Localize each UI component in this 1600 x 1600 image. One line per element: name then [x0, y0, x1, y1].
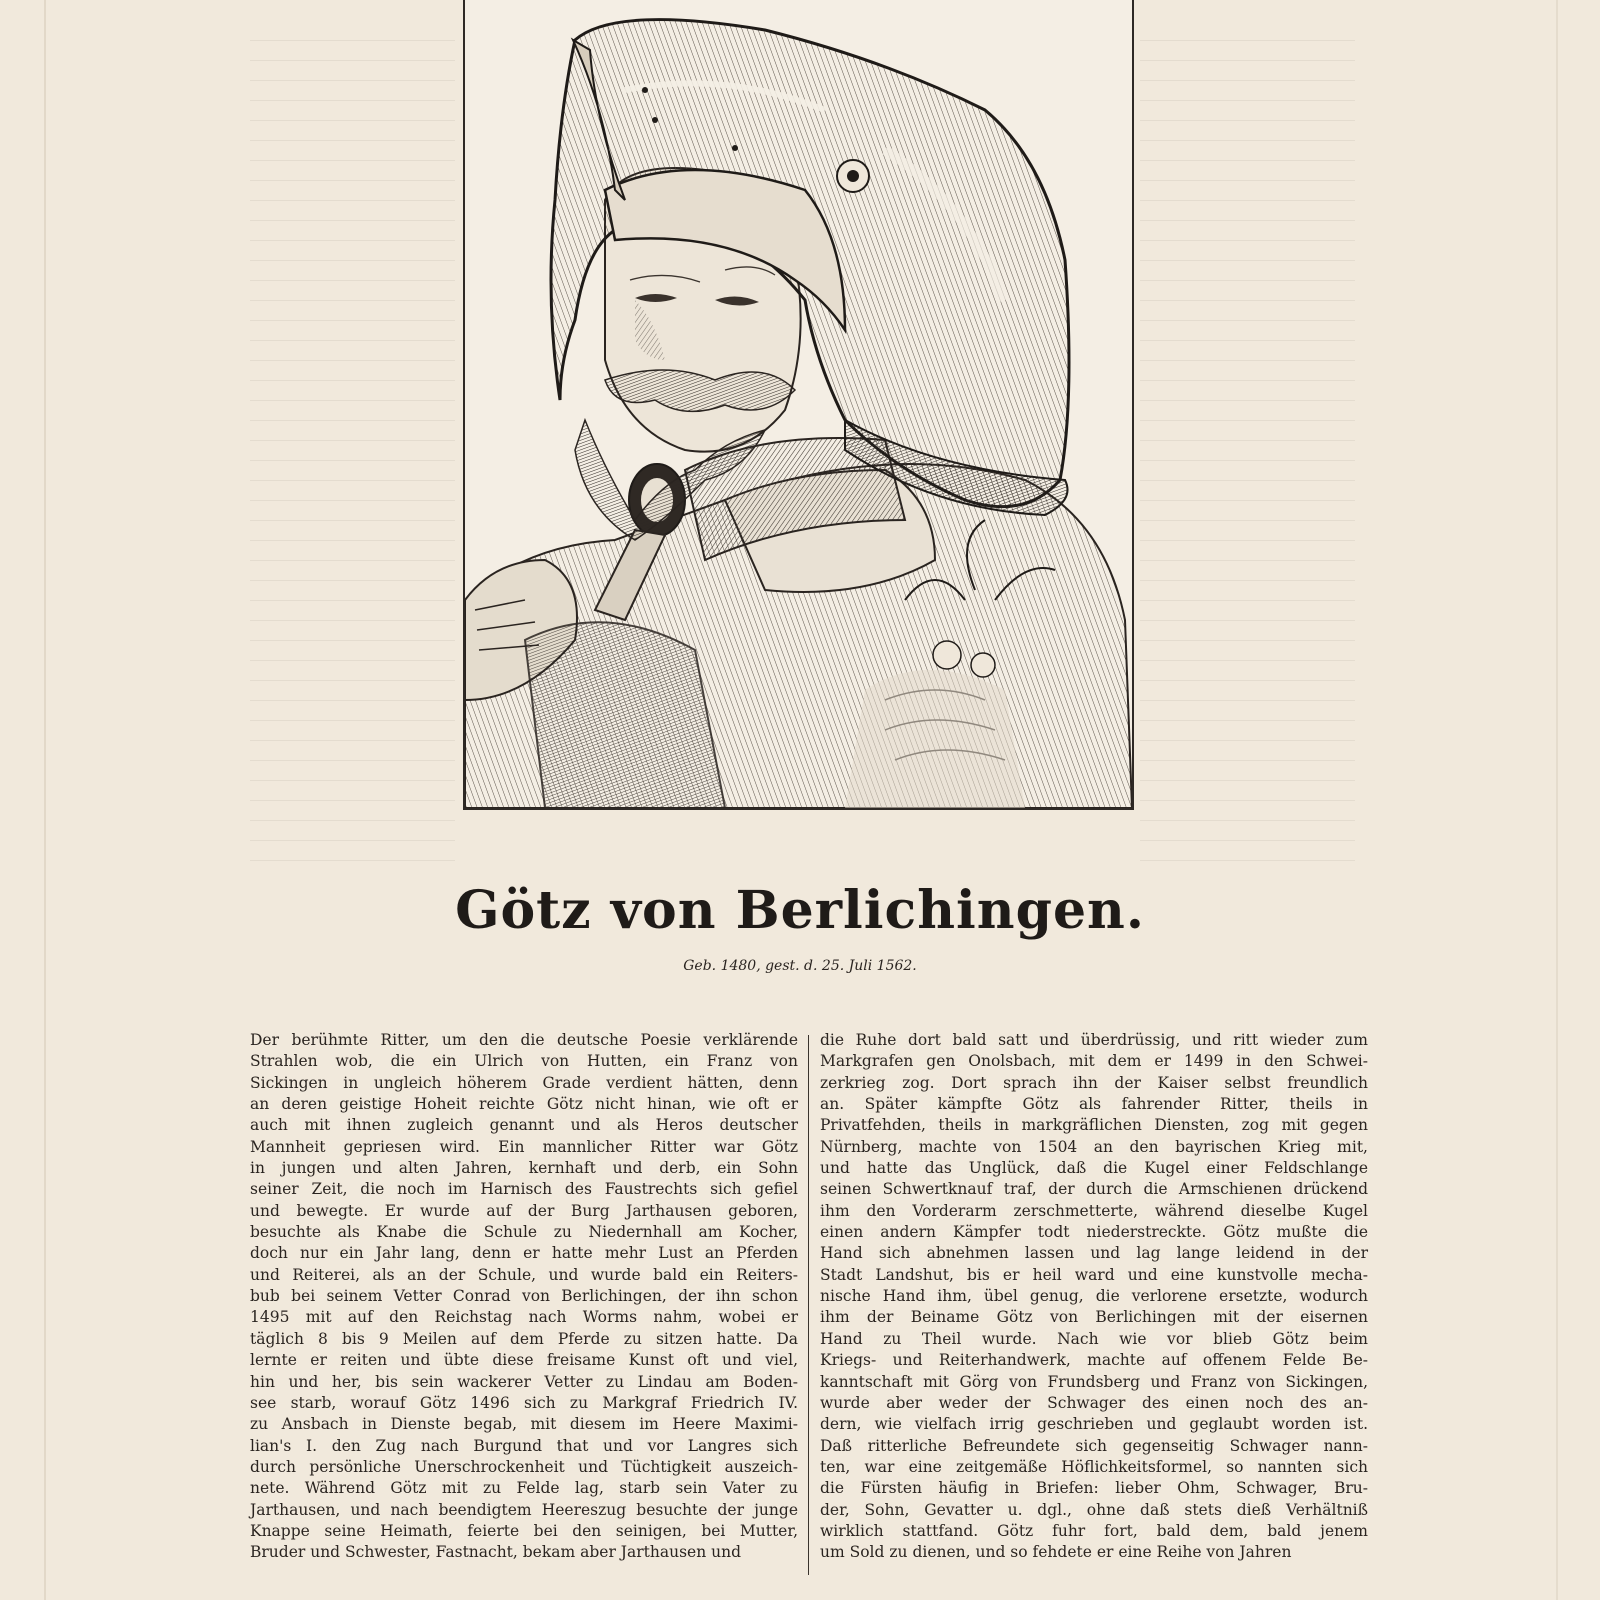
text-line: Sickingen in ungleich höherem Grade verdient hätten, denn — [250, 1073, 798, 1092]
text-line: und hatte das Unglück, daß die Kugel einer Feldschlange — [820, 1159, 1368, 1178]
text-line: Der berühmte Ritter, um den die deutsche Poesie verklärende — [250, 1031, 798, 1049]
text-line: nische Hand ihm, übel genug, die verlorene ersetzte, wodurch — [820, 1287, 1368, 1306]
text-line: Jarthausen, und nach beendigtem Heereszug besuchte der junge — [250, 1500, 798, 1519]
text-line: einen andern Kämpfer todt niederstreckte. Götz mußte die — [820, 1223, 1368, 1242]
text-line: bub bei seinem Vetter Conrad von Berlichingen, der ihn schon — [250, 1287, 798, 1306]
text-line: seiner Zeit, die noch im Harnisch des Faustrechts sich gefiel — [250, 1180, 798, 1199]
text-line: ten, war eine zeitgemäße Höflichkeitsformel, so nannten sich — [820, 1457, 1368, 1476]
text-line: die Fürsten häufig in Briefen: lieber Ohm, Schwager, Bru- — [820, 1479, 1368, 1498]
column-divider — [808, 1035, 809, 1575]
text-line: nete. Während Götz mit zu Felde lag, starb sein Vater zu — [250, 1479, 798, 1498]
text-line: kanntschaft mit Görg von Frundsberg und Franz von Sickingen, — [820, 1372, 1368, 1391]
text-line: die Ruhe dort bald satt und überdrüssig, und ritt wieder zum — [820, 1031, 1368, 1049]
text-line: wurde aber weder der Schwager des einen noch des an- — [820, 1393, 1368, 1412]
portrait-engraving — [463, 0, 1134, 810]
text-line: und Reiterei, als an der Schule, und wurde bald ein Reiters- — [250, 1265, 798, 1284]
text-line: täglich 8 bis 9 Meilen auf dem Pferde zu sitzen hatte. Da — [250, 1329, 798, 1348]
text-line: 1495 mit auf den Reichstag nach Worms nahm, wobei er — [250, 1308, 798, 1327]
text-line: Daß ritterliche Befreundete sich gegenseitig Schwager nann- — [820, 1436, 1368, 1455]
text-line: Markgrafen gen Onolsbach, mit dem er 1499 in den Schwei- — [820, 1052, 1368, 1071]
text-line: Kriegs- und Reiterhandwerk, machte auf offenem Felde Be- — [820, 1351, 1368, 1370]
text-line: besuchte als Knabe die Schule zu Niedernhall am Kocher, — [250, 1223, 798, 1242]
text-line: an. Später kämpfte Götz als fahrender Ritter, theils in — [820, 1095, 1368, 1114]
text-line: lian's I. den Zug nach Burgund that und vor Langres sich — [250, 1436, 798, 1455]
text-line: dern, wie vielfach irrig geschrieben und geglaubt worden ist. — [820, 1415, 1368, 1434]
page-edge-left — [44, 0, 46, 1600]
text-line: wirklich stattfand. Götz fuhr fort, bald dem, bald jenem — [820, 1521, 1368, 1540]
text-line: Bruder und Schwester, Fastnacht, bekam aber Jarthausen und — [250, 1543, 742, 1562]
text-line: Mannheit gepriesen wird. Ein mannlicher Ritter war Götz — [250, 1137, 798, 1156]
text-line: durch persönliche Unerschrockenheit und Tüchtigkeit auszeich- — [250, 1457, 798, 1476]
text-line: in jungen und alten Jahren, kernhaft und derb, ein Sohn — [250, 1159, 798, 1178]
text-line: Stadt Landshut, bis er heil ward und eine kunstvolle mecha- — [820, 1265, 1368, 1284]
text-column-right — [820, 1030, 1368, 1564]
text-line: Nürnberg, machte von 1504 an den bayrischen Krieg mit, — [820, 1137, 1368, 1156]
text-line: zu Ansbach in Dienste begab, mit diesem im Heere Maximi- — [250, 1415, 798, 1434]
text-line: Privatfehden, theils in markgräflichen Diensten, zog mit gegen — [820, 1116, 1368, 1135]
text-line: doch nur ein Jahr lang, denn er hatte mehr Lust an Pferden — [250, 1244, 798, 1263]
text-line: zerkrieg zog. Dort sprach ihn der Kaiser selbst freundlich — [820, 1073, 1368, 1092]
text-column-left — [250, 1030, 798, 1564]
text-line: see starb, worauf Götz 1496 sich zu Markgraf Friedrich IV. — [250, 1393, 798, 1412]
text-line: Hand zu Theil wurde. Nach wie vor blieb Götz beim — [820, 1329, 1368, 1348]
text-line: ihm den Vorderarm zerschmetterte, während dieselbe Kugel — [820, 1201, 1368, 1220]
text-line: um Sold zu dienen, und so fehdete er eine Reihe von Jahren — [820, 1543, 1292, 1562]
text-line: hin und her, bis sein wackerer Vetter zu Lindau am Boden- — [250, 1372, 798, 1391]
text-line: Hand sich abnehmen lassen und lag lange leidend in der — [820, 1244, 1368, 1263]
knight-portrait-illustration — [465, 0, 1132, 808]
page-edge-right — [1556, 0, 1558, 1600]
text-line: lernte er reiten und übte diese freisame Kunst oft und viel, — [250, 1351, 798, 1370]
text-line: und bewegte. Er wurde auf der Burg Jarthausen geboren, — [250, 1201, 798, 1220]
text-line: an deren geistige Hoheit reichte Götz nicht hinan, wie oft er — [250, 1095, 798, 1114]
text-line: Knappe seine Heimath, feierte bei den seinigen, bei Mutter, — [250, 1521, 798, 1540]
text-line: auch mit ihnen zugleich genannt und als Heros deutscher — [250, 1116, 798, 1135]
article-title: Götz von Berlichingen. — [455, 880, 1145, 941]
text-line: Strahlen wob, die ein Ulrich von Hutten, ein Franz von — [250, 1052, 798, 1071]
text-line: seinen Schwertknauf traf, der durch die Armschienen drückend — [820, 1180, 1368, 1199]
text-line: der, Sohn, Gevatter u. dgl., ohne daß stets dieß Verhältniß — [820, 1500, 1368, 1519]
text-line: ihm der Beiname Götz von Berlichingen mit der eisernen — [820, 1308, 1368, 1327]
article-subtitle: Geb. 1480, gest. d. 25. Juli 1562. — [683, 958, 917, 974]
